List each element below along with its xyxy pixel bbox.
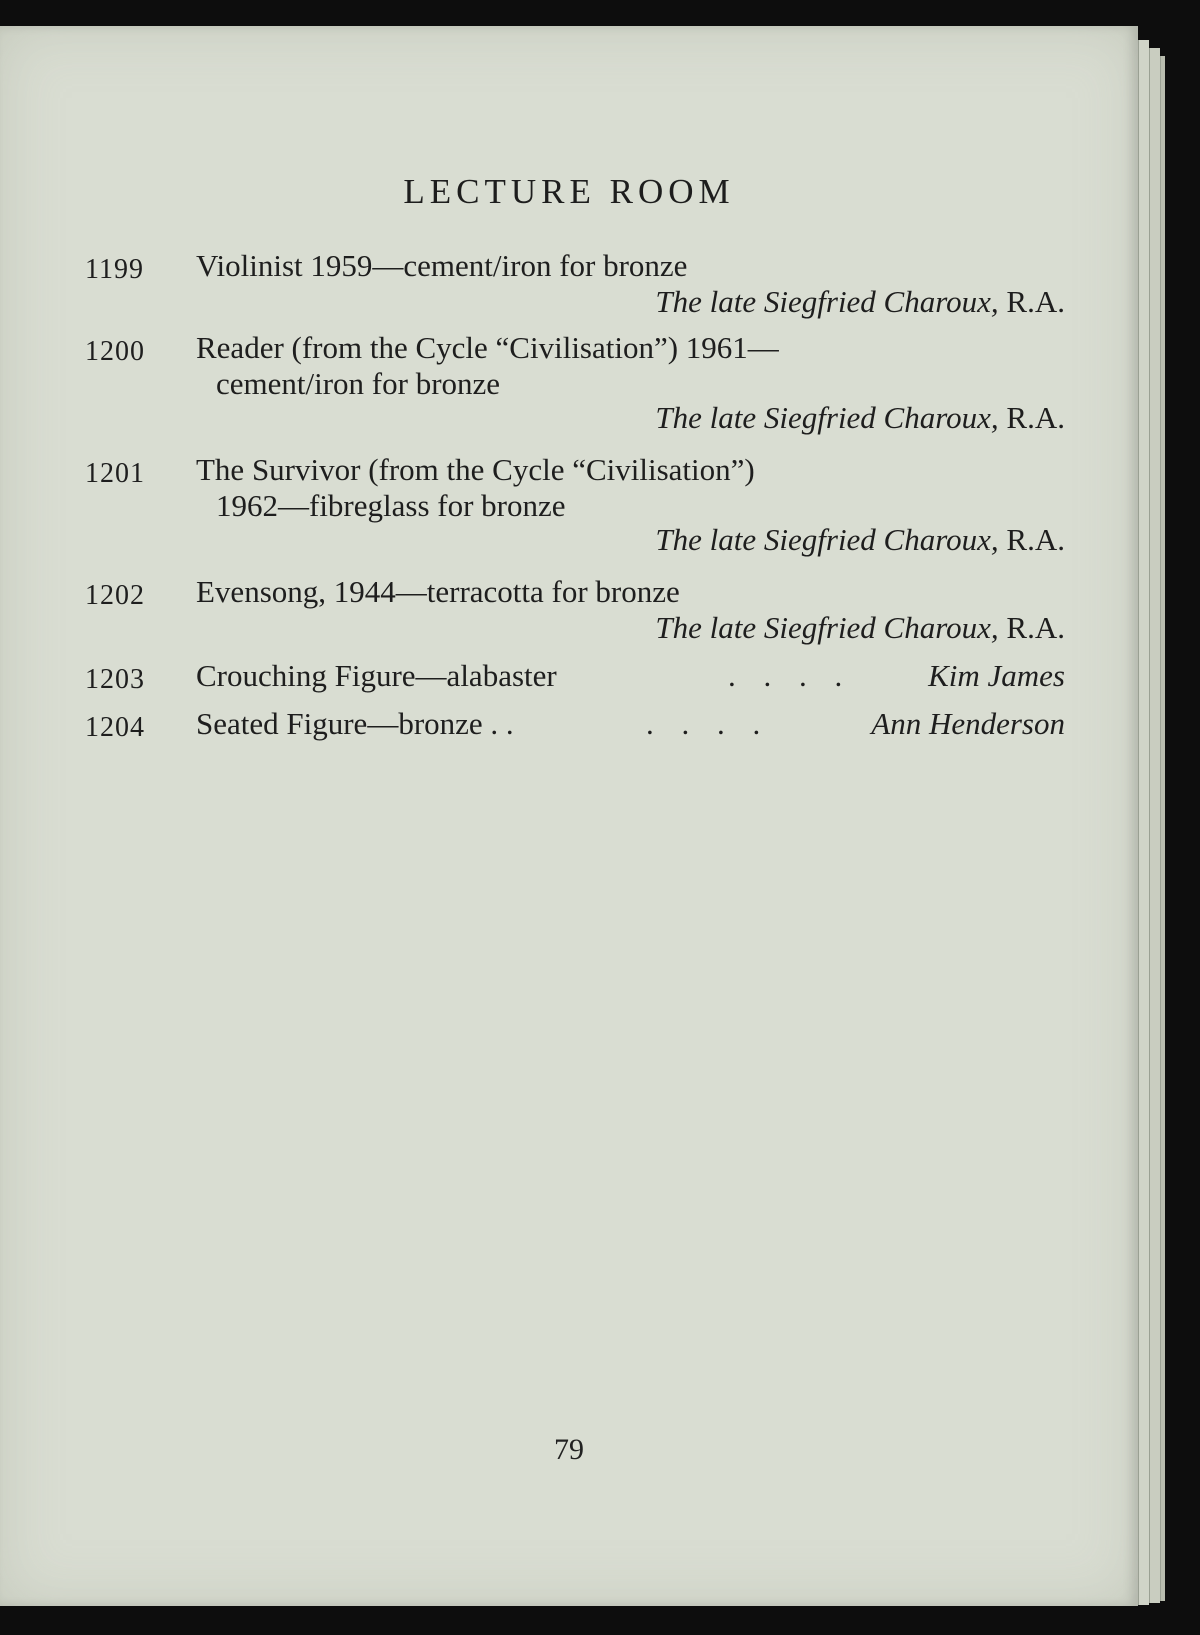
catalogue-page (0, 26, 1138, 1606)
catalogue-entry (0, 330, 1138, 440)
entry-artist (655, 610, 1065, 646)
entry-title: Evensong, 1944—terracotta for bronze (196, 574, 680, 609)
entry-title: The Survivor (from the Cycle “Civilisation”) (196, 452, 755, 487)
catalogue-entry (0, 706, 1138, 746)
catalogue-entry (0, 574, 1138, 644)
catalogue-entry (0, 248, 1138, 318)
artist-name: Ann Henderson (871, 706, 1065, 741)
entry-title: Reader (from the Cycle “Civilisation”) 1961— (196, 330, 779, 365)
artist-name: The late Siegfried Charoux, (655, 610, 999, 645)
entry-artist (928, 658, 1065, 694)
entry-number: 1200 (85, 336, 145, 367)
artist-name: The late Siegfried Charoux, (655, 522, 999, 557)
page-title: LECTURE ROOM (403, 172, 735, 211)
page-edge (1160, 56, 1165, 1601)
entry-number: 1203 (85, 664, 145, 695)
entry-artist (655, 284, 1065, 320)
page-edge (1149, 48, 1160, 1603)
artist-name: Kim James (928, 658, 1065, 693)
entry-number: 1201 (85, 458, 145, 489)
artist-suffix: R.A. (1006, 284, 1065, 319)
entry-title: Seated Figure—bronze . . (196, 706, 514, 741)
page-number: 79 (554, 1433, 584, 1466)
entry-number: 1204 (85, 712, 145, 743)
entry-artist (655, 400, 1065, 436)
entry-artist (871, 706, 1065, 742)
entry-number: 1202 (85, 580, 145, 611)
catalogue-entry (0, 452, 1138, 562)
entry-title-continued: 1962—fibreglass for bronze (216, 488, 566, 523)
entry-title: Crouching Figure—alabaster (196, 658, 557, 693)
entry-number: 1199 (85, 254, 144, 285)
entry-title: Violinist 1959—cement/iron for bronze (196, 248, 688, 283)
artist-name: The late Siegfried Charoux, (655, 400, 999, 435)
artist-suffix: R.A. (1006, 610, 1065, 645)
artist-name: The late Siegfried Charoux, (655, 284, 999, 319)
entry-title-continued: cement/iron for bronze (216, 366, 501, 401)
catalogue-entry (0, 658, 1138, 698)
entry-artist (655, 522, 1065, 558)
dot-leader: . . . . (646, 706, 771, 741)
dot-leader: . . . . (728, 658, 853, 693)
page-edge (1138, 40, 1149, 1605)
artist-suffix: R.A. (1006, 400, 1065, 435)
artist-suffix: R.A. (1006, 522, 1065, 557)
